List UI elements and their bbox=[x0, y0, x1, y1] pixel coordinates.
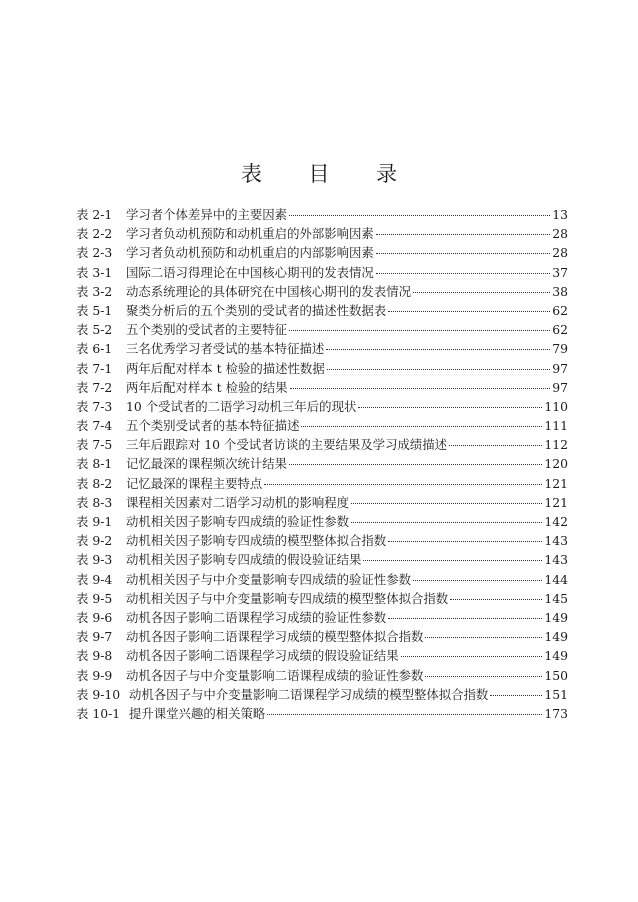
page-title: 表 目 录 bbox=[240, 162, 418, 186]
toc-entry[interactable] bbox=[76, 282, 568, 301]
entry-page: 144 bbox=[544, 571, 568, 587]
dot-leader bbox=[401, 656, 543, 657]
entry-number: 表 3-2 bbox=[76, 283, 113, 299]
table-of-contents bbox=[76, 205, 568, 723]
entry-page: 62 bbox=[552, 322, 568, 338]
entry-title: 动机相关因子影响专四成绩的验证性参数 bbox=[126, 514, 350, 529]
entry-title: 聚类分析后的五个类别的受试者的描述性数据表 bbox=[126, 302, 387, 318]
dot-leader bbox=[289, 330, 550, 331]
toc-entry[interactable] bbox=[76, 339, 568, 358]
entry-number: 表 10-1 bbox=[76, 705, 121, 721]
entry-number: 表 6-1 bbox=[76, 341, 113, 357]
entry-page: 149 bbox=[544, 609, 568, 625]
entry-number: 表 7-3 bbox=[76, 398, 113, 414]
entry-number: 表 9-4 bbox=[76, 571, 113, 587]
dot-leader bbox=[388, 541, 542, 542]
dot-leader bbox=[425, 676, 542, 677]
entry-page: 110 bbox=[544, 398, 568, 414]
toc-entry[interactable] bbox=[76, 243, 568, 262]
entry-title: 国际二语习得理论在中国核心期刊的发表情况 bbox=[126, 264, 374, 280]
toc-entry[interactable] bbox=[76, 608, 568, 627]
toc-entry[interactable] bbox=[76, 493, 568, 512]
dot-leader bbox=[326, 349, 550, 350]
toc-entry[interactable] bbox=[76, 531, 568, 550]
entry-number: 表 2-3 bbox=[76, 245, 113, 261]
toc-entry[interactable] bbox=[76, 589, 568, 608]
toc-entry[interactable] bbox=[76, 320, 568, 339]
toc-entry[interactable] bbox=[76, 263, 568, 282]
dot-leader bbox=[267, 714, 542, 715]
entry-title: 提升课堂兴趣的相关策略 bbox=[129, 705, 266, 721]
toc-entry[interactable] bbox=[76, 224, 568, 243]
entry-title: 记忆最深的课程主要特点 bbox=[126, 475, 263, 491]
entry-page: 149 bbox=[544, 629, 568, 645]
entry-number: 表 2-2 bbox=[76, 226, 113, 242]
entry-title: 学习者负动机预防和动机重启的外部影响因素 bbox=[126, 226, 374, 242]
entry-title: 课程相关因素对二语学习动机的影响程度 bbox=[126, 494, 350, 510]
dot-leader bbox=[376, 273, 550, 274]
entry-title: 动机各因子影响二语课程学习成绩的模型整体拟合指数 bbox=[126, 629, 424, 645]
toc-entry[interactable] bbox=[76, 666, 568, 685]
entry-page: 145 bbox=[544, 590, 568, 606]
entry-page: 28 bbox=[552, 226, 568, 242]
dot-leader bbox=[289, 464, 542, 465]
dot-leader bbox=[449, 445, 542, 446]
entry-number: 表 7-4 bbox=[76, 418, 113, 434]
entry-title: 学习者个体差异中的主要因素 bbox=[126, 207, 288, 222]
entry-page: 38 bbox=[552, 283, 568, 299]
toc-entry[interactable] bbox=[76, 454, 568, 473]
entry-title: 五个类别受试者的基本特征描述 bbox=[126, 418, 300, 434]
entry-number: 表 5-1 bbox=[76, 302, 113, 318]
entry-title: 动机相关因子与中介变量影响专四成绩的模型整体拟合指数 bbox=[126, 590, 449, 606]
dot-leader bbox=[351, 503, 542, 504]
entry-number: 表 5-2 bbox=[76, 322, 113, 338]
entry-title: 两年后配对样本 t 检验的描述性数据 bbox=[126, 360, 325, 376]
dot-leader bbox=[388, 618, 542, 619]
toc-entry[interactable] bbox=[76, 550, 568, 569]
entry-title: 10 个受试者的二语学习动机三年后的现状 bbox=[126, 398, 357, 414]
entry-number: 表 7-5 bbox=[76, 437, 113, 453]
entry-title: 动机相关因子影响专四成绩的假设验证结果 bbox=[126, 552, 362, 568]
entry-page: 111 bbox=[544, 418, 568, 434]
entry-number: 表 9-8 bbox=[76, 648, 113, 664]
entry-number: 表 9-3 bbox=[76, 552, 113, 568]
entry-page: 112 bbox=[544, 437, 568, 453]
entry-page: 142 bbox=[544, 514, 568, 529]
entry-title: 动机相关因子与中介变量影响专四成绩的验证性参数 bbox=[126, 571, 411, 587]
entry-page: 151 bbox=[544, 686, 568, 702]
entry-page: 143 bbox=[544, 533, 568, 549]
dot-leader bbox=[358, 407, 542, 408]
toc-entry[interactable] bbox=[76, 435, 568, 454]
entry-page: 62 bbox=[552, 302, 568, 318]
entry-page: 121 bbox=[544, 494, 568, 510]
entry-number: 表 9-1 bbox=[76, 514, 113, 529]
entry-page: 97 bbox=[552, 360, 568, 376]
entry-title: 动机相关因子影响专四成绩的模型整体拟合指数 bbox=[126, 533, 387, 549]
entry-title: 动机各因子影响二语课程学习成绩的验证性参数 bbox=[126, 609, 387, 625]
entry-page: 143 bbox=[544, 552, 568, 568]
entry-page: 120 bbox=[544, 456, 568, 472]
entry-number: 表 2-1 bbox=[76, 207, 113, 222]
entry-number: 表 9-5 bbox=[76, 590, 113, 606]
entry-page: 150 bbox=[544, 667, 568, 683]
dot-leader bbox=[327, 369, 551, 370]
toc-entry[interactable] bbox=[76, 397, 568, 416]
toc-entry[interactable] bbox=[76, 205, 568, 224]
dot-leader bbox=[289, 215, 550, 216]
entry-number: 表 9-7 bbox=[76, 629, 113, 645]
entry-page: 13 bbox=[552, 207, 568, 222]
entry-title: 动机各因子与中介变量影响二语课程成绩的验证性参数 bbox=[126, 667, 424, 683]
entry-number: 表 8-1 bbox=[76, 456, 113, 472]
entry-number: 表 3-1 bbox=[76, 264, 113, 280]
toc-entry[interactable] bbox=[76, 685, 568, 704]
entry-title: 学习者负动机预防和动机重启的内部影响因素 bbox=[126, 245, 374, 261]
toc-entry[interactable] bbox=[76, 570, 568, 589]
entry-page: 121 bbox=[544, 475, 568, 491]
entry-title: 五个类别的受试者的主要特征 bbox=[126, 322, 288, 338]
dot-leader bbox=[413, 580, 542, 581]
entry-page: 97 bbox=[552, 379, 568, 395]
entry-title: 动态系统理论的具体研究在中国核心期刊的发表情况 bbox=[126, 283, 411, 299]
dot-leader bbox=[425, 637, 542, 638]
entry-title: 两年后配对样本 t 检验的结果 bbox=[126, 379, 288, 395]
dot-leader bbox=[376, 234, 550, 235]
entry-page: 28 bbox=[552, 245, 568, 261]
toc-entry[interactable] bbox=[76, 704, 568, 723]
dot-leader bbox=[301, 426, 542, 427]
dot-leader bbox=[363, 560, 542, 561]
dot-leader bbox=[413, 292, 550, 293]
dot-leader bbox=[290, 388, 551, 389]
entry-number: 表 8-3 bbox=[76, 494, 113, 510]
toc-entry[interactable] bbox=[76, 378, 568, 397]
entry-title: 记忆最深的课程频次统计结果 bbox=[126, 456, 288, 472]
dot-leader bbox=[351, 522, 542, 523]
entry-number: 表 9-6 bbox=[76, 609, 113, 625]
dot-leader bbox=[490, 695, 542, 696]
entry-title: 三名优秀学习者受试的基本特征描述 bbox=[126, 341, 325, 357]
dot-leader bbox=[264, 484, 542, 485]
entry-title: 动机各因子与中介变量影响二语课程学习成绩的模型整体拟合指数 bbox=[129, 686, 489, 702]
toc-entry[interactable] bbox=[76, 646, 568, 665]
entry-number: 表 9-10 bbox=[76, 686, 121, 702]
toc-entry[interactable] bbox=[76, 416, 568, 435]
toc-entry[interactable] bbox=[76, 627, 568, 646]
toc-entry[interactable] bbox=[76, 359, 568, 378]
entry-page: 79 bbox=[552, 341, 568, 357]
toc-entry[interactable] bbox=[76, 512, 568, 531]
entry-page: 149 bbox=[544, 648, 568, 664]
dot-leader bbox=[376, 253, 550, 254]
toc-entry[interactable] bbox=[76, 301, 568, 320]
dot-leader bbox=[450, 599, 542, 600]
entry-number: 表 7-1 bbox=[76, 360, 113, 376]
entry-page: 173 bbox=[544, 705, 568, 721]
entry-number: 表 7-2 bbox=[76, 379, 113, 395]
entry-number: 表 8-2 bbox=[76, 475, 113, 491]
dot-leader bbox=[388, 311, 550, 312]
entry-title: 三年后跟踪对 10 个受试者访谈的主要结果及学习成绩描述 bbox=[126, 437, 448, 453]
entry-number: 表 9-2 bbox=[76, 533, 113, 549]
entry-page: 37 bbox=[552, 264, 568, 280]
entry-title: 动机各因子影响二语课程学习成绩的假设验证结果 bbox=[126, 648, 399, 664]
entry-number: 表 9-9 bbox=[76, 667, 113, 683]
toc-entry[interactable] bbox=[76, 474, 568, 493]
